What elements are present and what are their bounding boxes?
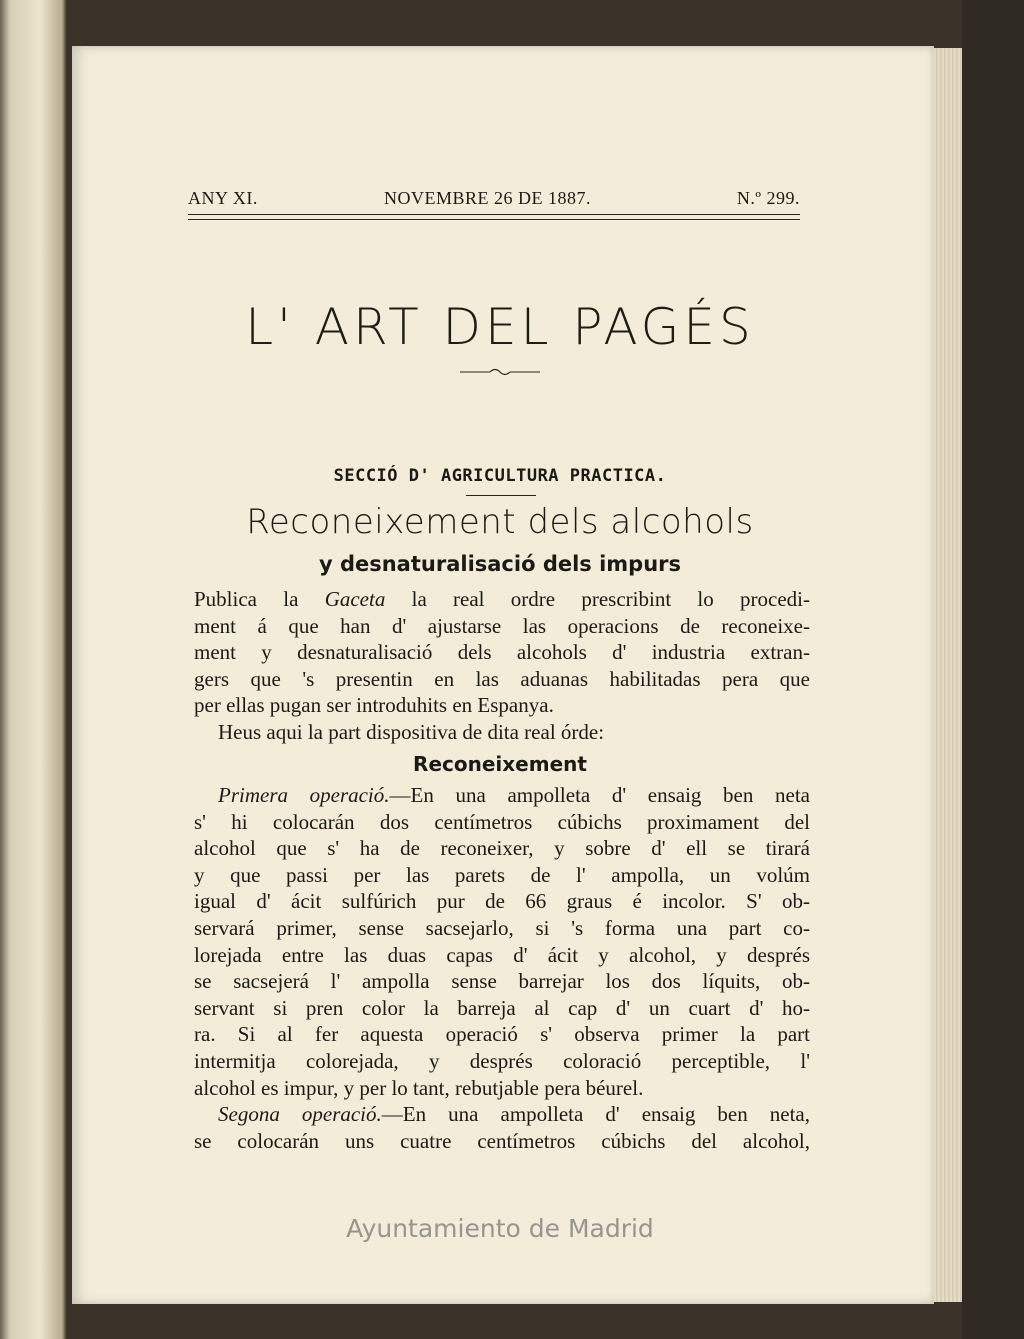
header-rule bbox=[188, 214, 800, 220]
primera-line-7: lorejada entre las duas capas d' ácit y alcohol, y després bbox=[194, 942, 810, 967]
library-watermark: Ayuntamiento de Madrid bbox=[346, 1214, 654, 1243]
intro-line-2: ment á que han d' ajustarse las operacions de reconeixe- bbox=[194, 613, 810, 638]
facing-page-edge bbox=[0, 0, 66, 1339]
subsection-heading: Reconeixement bbox=[413, 752, 587, 776]
issue-date: NOVEMBRE 26 DE 1887. bbox=[384, 188, 591, 208]
primera-line-10: ra. Si al fer aquesta operació s' observa primer la part bbox=[194, 1022, 810, 1047]
heus-line: Heus aqui la part dispositiva de dita real órde: bbox=[218, 719, 605, 744]
masthead-title: L' ART DEL PAGÉS bbox=[245, 298, 755, 356]
intro-line-1: Publica la Gaceta la real ordre prescribint lo procedi- bbox=[194, 587, 810, 611]
primera-paragraph bbox=[194, 782, 810, 1154]
segona-line-2: se colocarán uns cuatre centímetros cúbichs del alcohol, bbox=[194, 1128, 810, 1153]
scan-background bbox=[962, 0, 1024, 1339]
page-header bbox=[188, 188, 800, 212]
primera-line-3: alcohol que s' ha de reconeixer, y sobre d' ell se tirará bbox=[194, 836, 810, 861]
primera-line-9: servant si pren color la barreja al cap d' un cuart d' ho- bbox=[194, 995, 810, 1020]
article-subtitle: y desnaturalisació dels impurs bbox=[318, 552, 682, 576]
primera-line-2: s' hi colocarán dos centímetros cúbichs proximament del bbox=[194, 809, 810, 834]
page-stack-edge bbox=[934, 48, 962, 1302]
article-title: Reconeixement dels alcohols bbox=[246, 502, 754, 542]
primera-line-8: se sacsejerá l' ampolla sense barrejar los dos líquits, ob- bbox=[194, 969, 810, 994]
volume-label: ANY XI. bbox=[188, 188, 258, 208]
segona-line-1: Segona operació.—En una ampolleta d' ensaig ben neta, bbox=[218, 1102, 810, 1127]
intro-paragraph bbox=[194, 586, 810, 746]
ornament-divider bbox=[460, 366, 540, 378]
section-heading: SECCIÓ D' AGRICULTURA PRACTICA. bbox=[333, 466, 667, 486]
primera-line-5: igual d' ácit sulfúrich pur de 66 graus é incolor. S' ob- bbox=[194, 889, 810, 914]
primera-line-4: y que passi per las parets de l' ampolla, un volúm bbox=[194, 862, 810, 887]
primera-line-1: Primera operació.—En una ampolleta d' ensaig ben neta bbox=[218, 783, 810, 807]
section-rule bbox=[466, 495, 536, 496]
primera-line-11: intermitja colorejada, y després coloració perceptible, l' bbox=[194, 1048, 810, 1073]
intro-line-5: per ellas pugan ser introduhits en Espanya. bbox=[194, 693, 554, 718]
primera-line-12: alcohol es impur, y per lo tant, rebutjable pera béurel. bbox=[194, 1075, 644, 1100]
intro-line-4: gers que 's presentin en las aduanas habilitadas pera que bbox=[194, 666, 810, 691]
primera-line-6: servará primer, sense sacsejarlo, si 's forma una part co- bbox=[194, 915, 810, 940]
issue-number: N.º 299. bbox=[736, 188, 800, 208]
intro-line-3: ment y desnaturalisació dels alcohols d' industria extran- bbox=[194, 640, 810, 665]
